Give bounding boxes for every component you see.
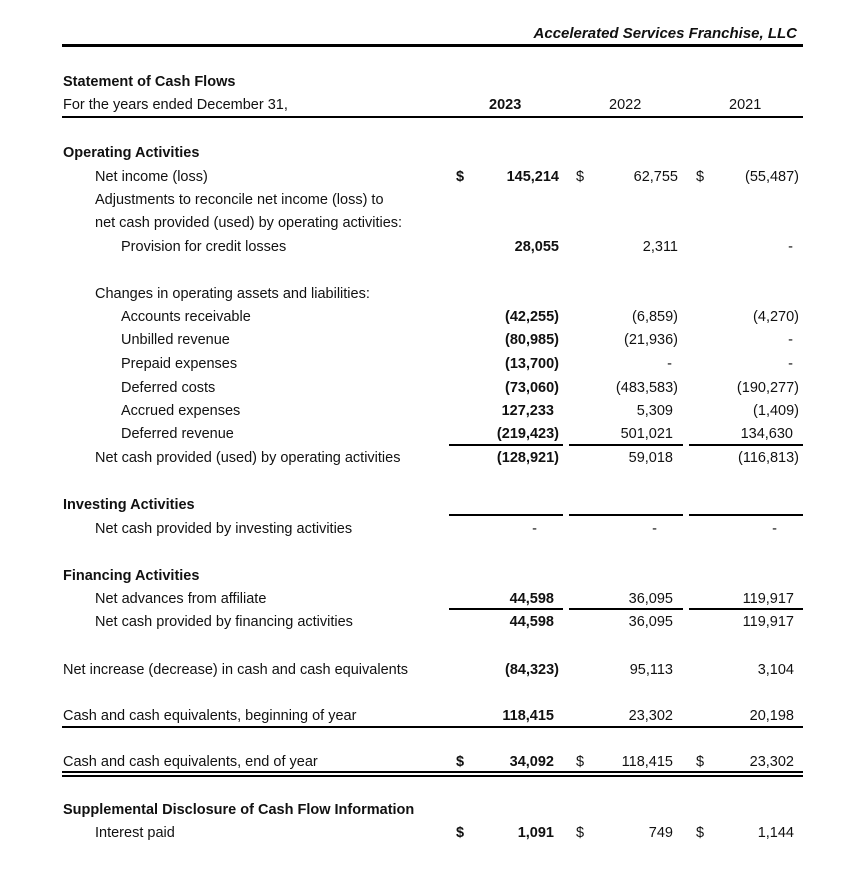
ending-cash-double-rule-bottom (62, 775, 803, 777)
dollar-sign: $ (456, 169, 465, 185)
interest-paid-2021: 1,144 (757, 825, 794, 841)
net-change-2022: 95,113 (629, 662, 673, 678)
subtotal-rule (689, 514, 803, 516)
subtotal-rule (689, 608, 803, 610)
supplemental-heading: Supplemental Disclosure of Cash Flow Information (63, 802, 415, 818)
company-name: Accelerated Services Franchise, LLC (533, 25, 797, 42)
subtotal-rule (569, 444, 683, 446)
change-2021: - (788, 356, 793, 372)
dollar-sign: $ (576, 754, 585, 770)
investing-total-2022: - (652, 521, 657, 537)
beginning-cash-label: Cash and cash equivalents, beginning of year (63, 708, 357, 724)
dollar-sign: $ (456, 754, 465, 770)
net-income-label: Net income (loss) (95, 169, 208, 185)
change-label: Unbilled revenue (121, 332, 230, 348)
dollar-sign: $ (456, 825, 465, 841)
change-label: Deferred costs (121, 380, 216, 396)
interest-paid-2023: 1,091 (517, 825, 554, 841)
change-2021: - (788, 332, 793, 348)
operating-total-2022: 59,018 (628, 450, 673, 466)
column-header-rule (62, 116, 803, 118)
change-2022: 5,309 (636, 403, 673, 419)
provision-2023: 28,055 (514, 239, 559, 255)
investing-total-2021: - (772, 521, 777, 537)
change-2022: (6,859) (632, 309, 678, 325)
change-2023: (73,060) (504, 380, 559, 396)
operating-total-2023: (128,921) (496, 450, 559, 466)
net-change-2021: 3,104 (757, 662, 794, 678)
header-rule (62, 44, 803, 47)
ending-cash-label: Cash and cash equivalents, end of year (63, 754, 318, 770)
financing-total-2022: 36,095 (628, 614, 673, 630)
ending-cash-double-rule-top (62, 771, 803, 773)
dollar-sign: $ (696, 169, 705, 185)
change-label: Accounts receivable (121, 309, 251, 325)
change-label: Accrued expenses (121, 403, 241, 419)
adjustments-label-1: Adjustments to reconcile net income (loss) to (95, 192, 384, 208)
subtotal-rule (569, 608, 683, 610)
change-2021: 134,630 (740, 426, 793, 442)
changes-heading: Changes in operating assets and liabilities: (95, 286, 370, 302)
year-2021: 2021 (729, 97, 762, 113)
year-2022: 2022 (609, 97, 642, 113)
beginning-cash-rule (62, 726, 803, 728)
investing-total-label: Net cash provided by investing activities (95, 521, 353, 537)
year-2023: 2023 (489, 97, 522, 113)
financing-total-label: Net cash provided by financing activities (95, 614, 353, 630)
beginning-cash-2022: 23,302 (628, 708, 673, 724)
change-2021: (1,409) (753, 403, 799, 419)
interest-paid-2022: 749 (648, 825, 673, 841)
change-2023: (80,985) (504, 332, 559, 348)
dollar-sign: $ (576, 825, 585, 841)
change-2022: (483,583) (615, 380, 678, 396)
subtotal-rule (449, 444, 563, 446)
investing-total-2023: - (532, 521, 537, 537)
operating-total-2021: (116,813) (738, 450, 799, 466)
statement-subtitle: For the years ended December 31, (63, 97, 288, 113)
net-income-2022: 62,755 (633, 169, 678, 185)
change-2021: (4,270) (753, 309, 799, 325)
advances-label: Net advances from affiliate (95, 591, 267, 607)
net-income-2021: (55,487) (744, 169, 799, 185)
change-2022: 501,021 (620, 426, 673, 442)
subtotal-rule (689, 444, 803, 446)
provision-label: Provision for credit losses (121, 239, 287, 255)
interest-paid-label: Interest paid (95, 825, 175, 841)
change-2022: - (667, 356, 672, 372)
change-2021: (190,277) (736, 380, 799, 396)
operating-heading: Operating Activities (63, 145, 200, 161)
beginning-cash-2021: 20,198 (749, 708, 794, 724)
ending-cash-2021: 23,302 (749, 754, 794, 770)
change-2022: (21,936) (623, 332, 678, 348)
subtotal-rule (449, 514, 563, 516)
beginning-cash-2023: 118,415 (502, 708, 554, 724)
investing-heading: Investing Activities (63, 497, 195, 513)
adjustments-label-2: net cash provided (used) by operating activities: (95, 215, 403, 231)
operating-total-label: Net cash provided (used) by operating activities (95, 450, 401, 466)
advances-2022: 36,095 (628, 591, 673, 607)
subtotal-rule (449, 608, 563, 610)
statement-title: Statement of Cash Flows (63, 74, 236, 90)
financing-total-2023: 44,598 (509, 614, 554, 630)
ending-cash-2022: 118,415 (621, 754, 673, 770)
dollar-sign: $ (576, 169, 585, 185)
dollar-sign: $ (696, 754, 705, 770)
advances-2021: 119,917 (742, 591, 794, 607)
change-label: Deferred revenue (121, 426, 234, 442)
provision-2021: - (788, 239, 793, 255)
net-change-2023: (84,323) (504, 662, 559, 678)
financing-heading: Financing Activities (63, 568, 200, 584)
net-income-2023: 145,214 (506, 169, 559, 185)
provision-2022: 2,311 (642, 239, 678, 255)
ending-cash-2023: 34,092 (509, 754, 554, 770)
advances-2023: 44,598 (509, 591, 554, 607)
change-2023: 127,233 (501, 403, 554, 419)
subtotal-rule (569, 514, 683, 516)
financing-total-2021: 119,917 (742, 614, 794, 630)
change-label: Prepaid expenses (121, 356, 238, 372)
change-2023: (13,700) (504, 356, 559, 372)
dollar-sign: $ (696, 825, 705, 841)
change-2023: (42,255) (504, 309, 559, 325)
change-2023: (219,423) (496, 426, 559, 442)
net-change-label: Net increase (decrease) in cash and cash equivalents (63, 662, 408, 678)
